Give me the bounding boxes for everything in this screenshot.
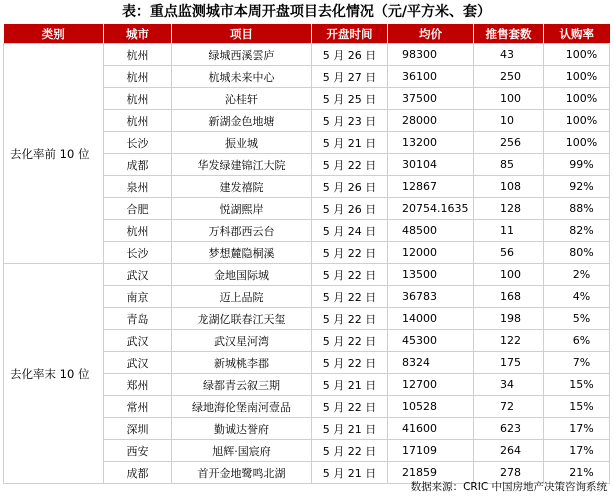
cell-project: 金地国际城 bbox=[172, 264, 312, 286]
cell-city: 长沙 bbox=[104, 132, 172, 154]
cell-average-price: 17109 bbox=[388, 440, 474, 462]
cell-units-offered: 250 bbox=[474, 66, 544, 88]
cell-subscription-rate: 99% bbox=[544, 154, 610, 176]
cell-open-date: 5 月 22 日 bbox=[312, 440, 388, 462]
cell-project: 振业城 bbox=[172, 132, 312, 154]
cell-subscription-rate: 6% bbox=[544, 330, 610, 352]
cell-project: 迈上品院 bbox=[172, 286, 312, 308]
cell-units-offered: 278 bbox=[474, 462, 544, 484]
cell-average-price: 28000 bbox=[388, 110, 474, 132]
cell-open-date: 5 月 22 日 bbox=[312, 286, 388, 308]
cell-subscription-rate: 92% bbox=[544, 176, 610, 198]
cell-units-offered: 198 bbox=[474, 308, 544, 330]
cell-project: 龙湖亿联春江天玺 bbox=[172, 308, 312, 330]
cell-project: 华发绿建锦江大院 bbox=[172, 154, 312, 176]
cell-project: 万科郡西云台 bbox=[172, 220, 312, 242]
cell-units-offered: 168 bbox=[474, 286, 544, 308]
cell-subscription-rate: 17% bbox=[544, 418, 610, 440]
cell-units-offered: 256 bbox=[474, 132, 544, 154]
cell-project: 梦想麓隐桐溪 bbox=[172, 242, 312, 264]
cell-open-date: 5 月 23 日 bbox=[312, 110, 388, 132]
cell-average-price: 12700 bbox=[388, 374, 474, 396]
cell-average-price: 30104 bbox=[388, 154, 474, 176]
cell-units-offered: 10 bbox=[474, 110, 544, 132]
group-label: 去化率末 10 位 bbox=[4, 264, 104, 484]
cell-subscription-rate: 100% bbox=[544, 66, 610, 88]
cell-average-price: 37500 bbox=[388, 88, 474, 110]
cell-units-offered: 175 bbox=[474, 352, 544, 374]
cell-units-offered: 264 bbox=[474, 440, 544, 462]
header-category: 类别 bbox=[4, 24, 104, 44]
header-city: 城市 bbox=[104, 24, 172, 44]
cell-average-price: 36100 bbox=[388, 66, 474, 88]
table-row bbox=[4, 44, 610, 66]
cell-units-offered: 72 bbox=[474, 396, 544, 418]
cell-units-offered: 108 bbox=[474, 176, 544, 198]
cell-city: 深圳 bbox=[104, 418, 172, 440]
cell-subscription-rate: 88% bbox=[544, 198, 610, 220]
cell-project: 武汉星河湾 bbox=[172, 330, 312, 352]
cell-average-price: 12000 bbox=[388, 242, 474, 264]
cell-project: 绿地海伦堡南河壹品 bbox=[172, 396, 312, 418]
cell-subscription-rate: 17% bbox=[544, 440, 610, 462]
cell-units-offered: 56 bbox=[474, 242, 544, 264]
cell-subscription-rate: 2% bbox=[544, 264, 610, 286]
cell-units-offered: 11 bbox=[474, 220, 544, 242]
cell-units-offered: 100 bbox=[474, 264, 544, 286]
header-sets: 推售套数 bbox=[474, 24, 544, 44]
cell-units-offered: 34 bbox=[474, 374, 544, 396]
header-rate: 认购率 bbox=[544, 24, 610, 44]
cell-open-date: 5 月 26 日 bbox=[312, 176, 388, 198]
cell-city: 武汉 bbox=[104, 264, 172, 286]
cell-city: 成都 bbox=[104, 462, 172, 484]
cell-open-date: 5 月 22 日 bbox=[312, 330, 388, 352]
cell-city: 泉州 bbox=[104, 176, 172, 198]
cell-project: 绿城西溪雲庐 bbox=[172, 44, 312, 66]
cell-open-date: 5 月 21 日 bbox=[312, 374, 388, 396]
cell-open-date: 5 月 26 日 bbox=[312, 44, 388, 66]
cell-open-date: 5 月 22 日 bbox=[312, 352, 388, 374]
cell-open-date: 5 月 21 日 bbox=[312, 418, 388, 440]
cell-project: 杭城未来中心 bbox=[172, 66, 312, 88]
cell-average-price: 20754.1635 bbox=[388, 198, 474, 220]
cell-average-price: 12867 bbox=[388, 176, 474, 198]
cell-units-offered: 122 bbox=[474, 330, 544, 352]
cell-subscription-rate: 80% bbox=[544, 242, 610, 264]
cell-subscription-rate: 100% bbox=[544, 110, 610, 132]
cell-city: 杭州 bbox=[104, 220, 172, 242]
cell-city: 郑州 bbox=[104, 374, 172, 396]
cell-open-date: 5 月 22 日 bbox=[312, 264, 388, 286]
cell-subscription-rate: 100% bbox=[544, 44, 610, 66]
cell-project: 旭辉·国宸府 bbox=[172, 440, 312, 462]
cell-project: 新城桃李郡 bbox=[172, 352, 312, 374]
table-title: 表：重点监测城市本周开盘项目去化情况（元/平方米、套） bbox=[121, 4, 492, 20]
cell-city: 杭州 bbox=[104, 66, 172, 88]
cell-units-offered: 100 bbox=[474, 88, 544, 110]
cell-average-price: 13500 bbox=[388, 264, 474, 286]
cell-subscription-rate: 15% bbox=[544, 396, 610, 418]
cell-open-date: 5 月 22 日 bbox=[312, 396, 388, 418]
cell-subscription-rate: 21% bbox=[544, 462, 610, 484]
cell-average-price: 98300 bbox=[388, 44, 474, 66]
cell-open-date: 5 月 24 日 bbox=[312, 220, 388, 242]
cell-average-price: 36783 bbox=[388, 286, 474, 308]
cell-open-date: 5 月 25 日 bbox=[312, 88, 388, 110]
header-date: 开盘时间 bbox=[312, 24, 388, 44]
cell-open-date: 5 月 26 日 bbox=[312, 198, 388, 220]
group-label: 去化率前 10 位 bbox=[4, 44, 104, 264]
cell-subscription-rate: 7% bbox=[544, 352, 610, 374]
presale-table bbox=[3, 24, 610, 484]
cell-average-price: 14000 bbox=[388, 308, 474, 330]
cell-units-offered: 128 bbox=[474, 198, 544, 220]
cell-project: 悦湖熙岸 bbox=[172, 198, 312, 220]
header-price: 均价 bbox=[388, 24, 474, 44]
cell-project: 新湖金色地塘 bbox=[172, 110, 312, 132]
cell-units-offered: 623 bbox=[474, 418, 544, 440]
cell-project: 勤诚达誉府 bbox=[172, 418, 312, 440]
cell-average-price: 13200 bbox=[388, 132, 474, 154]
cell-project: 建发禧院 bbox=[172, 176, 312, 198]
cell-city: 西安 bbox=[104, 440, 172, 462]
header-project: 项目 bbox=[172, 24, 312, 44]
cell-average-price: 21859 bbox=[388, 462, 474, 484]
cell-city: 武汉 bbox=[104, 330, 172, 352]
cell-city: 成都 bbox=[104, 154, 172, 176]
cell-subscription-rate: 100% bbox=[544, 132, 610, 154]
cell-subscription-rate: 4% bbox=[544, 286, 610, 308]
cell-average-price: 48500 bbox=[388, 220, 474, 242]
cell-average-price: 8324 bbox=[388, 352, 474, 374]
cell-subscription-rate: 100% bbox=[544, 88, 610, 110]
table-row bbox=[4, 264, 610, 286]
cell-open-date: 5 月 22 日 bbox=[312, 242, 388, 264]
cell-project: 绿都青云叙三期 bbox=[172, 374, 312, 396]
cell-open-date: 5 月 22 日 bbox=[312, 308, 388, 330]
cell-city: 南京 bbox=[104, 286, 172, 308]
table-body bbox=[4, 44, 610, 484]
cell-open-date: 5 月 27 日 bbox=[312, 66, 388, 88]
cell-subscription-rate: 15% bbox=[544, 374, 610, 396]
cell-subscription-rate: 5% bbox=[544, 308, 610, 330]
cell-average-price: 41600 bbox=[388, 418, 474, 440]
header-row bbox=[4, 24, 610, 44]
cell-subscription-rate: 82% bbox=[544, 220, 610, 242]
cell-city: 杭州 bbox=[104, 88, 172, 110]
cell-open-date: 5 月 21 日 bbox=[312, 462, 388, 484]
cell-city: 杭州 bbox=[104, 110, 172, 132]
cell-city: 青岛 bbox=[104, 308, 172, 330]
cell-units-offered: 85 bbox=[474, 154, 544, 176]
cell-city: 合肥 bbox=[104, 198, 172, 220]
data-source-note: 数据来源：CRIC 中国房地产决策咨询系统 bbox=[410, 481, 607, 493]
cell-average-price: 10528 bbox=[388, 396, 474, 418]
cell-city: 武汉 bbox=[104, 352, 172, 374]
cell-project: 首开金地鹭鸣北湖 bbox=[172, 462, 312, 484]
cell-average-price: 45300 bbox=[388, 330, 474, 352]
cell-units-offered: 43 bbox=[474, 44, 544, 66]
cell-project: 沁桂轩 bbox=[172, 88, 312, 110]
cell-city: 长沙 bbox=[104, 242, 172, 264]
cell-open-date: 5 月 22 日 bbox=[312, 154, 388, 176]
cell-city: 常州 bbox=[104, 396, 172, 418]
cell-city: 杭州 bbox=[104, 44, 172, 66]
cell-open-date: 5 月 21 日 bbox=[312, 132, 388, 154]
